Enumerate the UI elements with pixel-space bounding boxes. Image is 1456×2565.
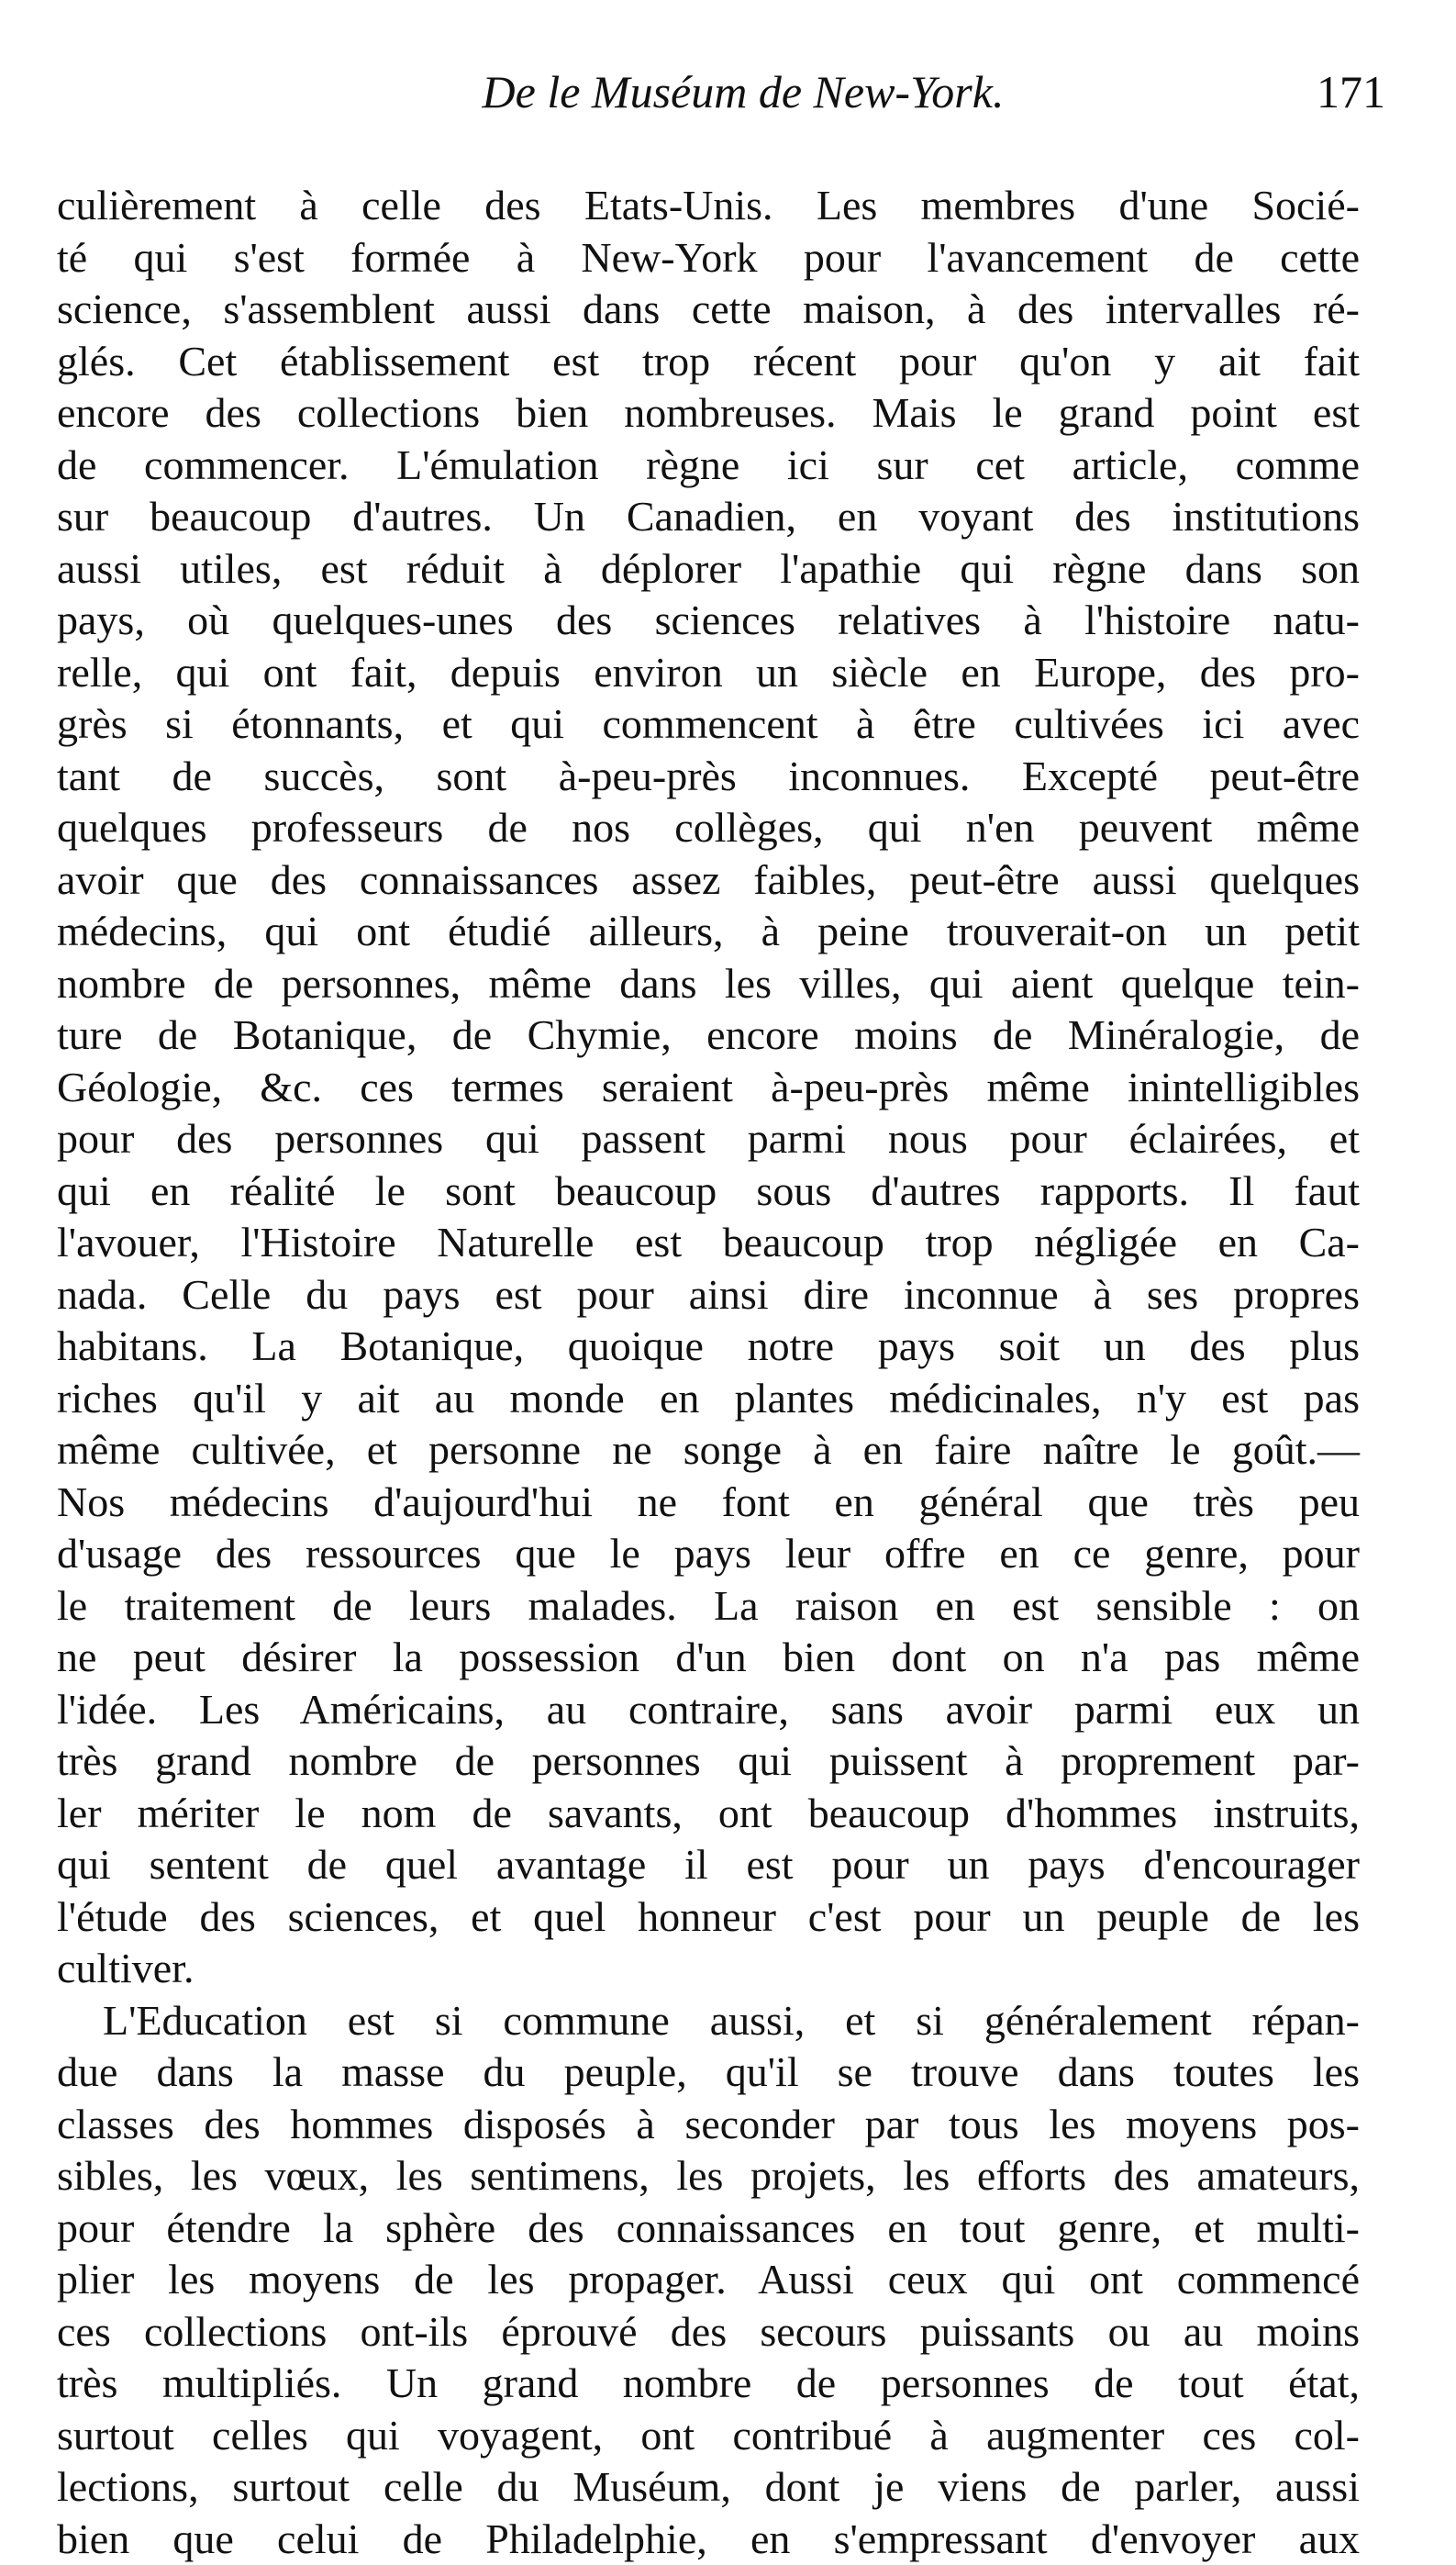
text-line: pays, où quelques-unes des sciences relatives à l'histoire natu- [57, 595, 1360, 647]
text-line: plier les moyens de les propager. Aussi ceux qui ont commencé [57, 2254, 1360, 2306]
text-line: ture de Botanique, de Chymie, encore moins de Minéralogie, de [57, 1009, 1360, 1062]
text-line: qui sentent de quel avantage il est pour un pays d'encourager [57, 1839, 1360, 1891]
page-number: 171 [1317, 55, 1385, 128]
text-line: glés. Cet établissement est trop récent pour qu'on y ait fait [57, 336, 1360, 388]
text-line: relle, qui ont fait, depuis environ un siècle en Europe, des pro- [57, 647, 1360, 699]
text-line: l'idée. Les Américains, au contraire, sans avoir parmi eux un [57, 1684, 1360, 1736]
text-line: aussi utiles, est réduit à déplorer l'apathie qui règne dans son [57, 543, 1360, 596]
text-line: l'avouer, l'Histoire Naturelle est beaucoup trop négligée en Ca- [57, 1217, 1360, 1269]
text-line: surtout celles qui voyagent, ont contribué à augmenter ces col- [57, 2410, 1360, 2462]
text-line: ces collections ont-ils éprouvé des secours puissants ou au moins [57, 2306, 1360, 2359]
text-line: habitans. La Botanique, quoique notre pays soit un des plus [57, 1321, 1360, 1373]
paragraph [57, 1995, 1360, 2565]
text-line: qui en réalité le sont beaucoup sous d'autres rapports. Il faut [57, 1165, 1360, 1218]
text-line: Géologie, &c. ces termes seraient à-peu-près même inintelligibles [57, 1062, 1360, 1114]
text-line: ne peut désirer la possession d'un bien dont on n'a pas même [57, 1632, 1360, 1684]
text-line: ler mériter le nom de savants, ont beaucoup d'hommes instruits, [57, 1788, 1360, 1840]
text-line: encore des collections bien nombreuses. Mais le grand point est [57, 387, 1360, 440]
text-line: l'étude des sciences, et quel honneur c'est pour un peuple de les [57, 1891, 1360, 1944]
text-line: quelques professeurs de nos collèges, qui n'en peuvent même [57, 802, 1360, 854]
text-line: L'Education est si commune aussi, et si généralement répan- [57, 1995, 1360, 2047]
text-line: bien que celui de Philadelphie, en s'empressant d'envoyer aux [57, 2514, 1360, 2565]
text-line: due dans la masse du peuple, qu'il se trouve dans toutes les [57, 2046, 1360, 2099]
text-line: nada. Celle du pays est pour ainsi dire inconnue à ses propres [57, 1269, 1360, 1322]
text-line: très grand nombre de personnes qui puissent à proprement par- [57, 1735, 1360, 1788]
text-line: même cultivée, et personne ne songe à en faire naître le goût.— [57, 1424, 1360, 1477]
text-line: té qui s'est formée à New-York pour l'avancement de cette [57, 232, 1360, 284]
running-title: De le Muséum de New-York. [83, 55, 1385, 128]
text-line: avoir que des connaissances assez faibles, peut-être aussi quelques [57, 854, 1360, 907]
text-line: de commencer. L'émulation règne ici sur cet article, comme [57, 440, 1360, 492]
text-line: grès si étonnants, et qui commencent à être cultivées ici avec [57, 698, 1360, 751]
running-head [83, 55, 1385, 128]
text-line: tant de succès, sont à-peu-près inconnues. Excepté peut-être [57, 751, 1360, 803]
text-line: classes des hommes disposés à seconder par tous les moyens pos- [57, 2099, 1360, 2151]
text-line: Nos médecins d'aujourd'hui ne font en général que très peu [57, 1477, 1360, 1529]
text-line: médecins, qui ont étudié ailleurs, à peine trouverait-on un petit [57, 906, 1360, 958]
text-line: très multipliés. Un grand nombre de personnes de tout état, [57, 2358, 1360, 2410]
text-line: pour étendre la sphère des connaissances en tout genre, et multi- [57, 2203, 1360, 2255]
text-line: sur beaucoup d'autres. Un Canadien, en voyant des institutions [57, 491, 1360, 543]
text-line: lections, surtout celle du Muséum, dont je viens de parler, aussi [57, 2461, 1360, 2514]
text-line: riches qu'il y ait au monde en plantes médicinales, n'y est pas [57, 1373, 1360, 1425]
text-line: culièrement à celle des Etats-Unis. Les membres d'une Socié- [57, 180, 1360, 232]
text-line: d'usage des ressources que le pays leur offre en ce genre, pour [57, 1528, 1360, 1580]
paragraph [57, 180, 1360, 1995]
text-line: nombre de personnes, même dans les villes, qui aient quelque tein- [57, 958, 1360, 1010]
text-line: pour des personnes qui passent parmi nous pour éclairées, et [57, 1113, 1360, 1165]
text-line: le traitement de leurs malades. La raison en est sensible : on [57, 1580, 1360, 1633]
text-line: cultiver. [57, 1943, 1360, 1995]
body-text [57, 180, 1360, 2565]
text-line: sibles, les vœux, les sentimens, les projets, les efforts des amateurs, [57, 2150, 1360, 2203]
text-line: science, s'assemblent aussi dans cette maison, à des intervalles ré- [57, 284, 1360, 336]
